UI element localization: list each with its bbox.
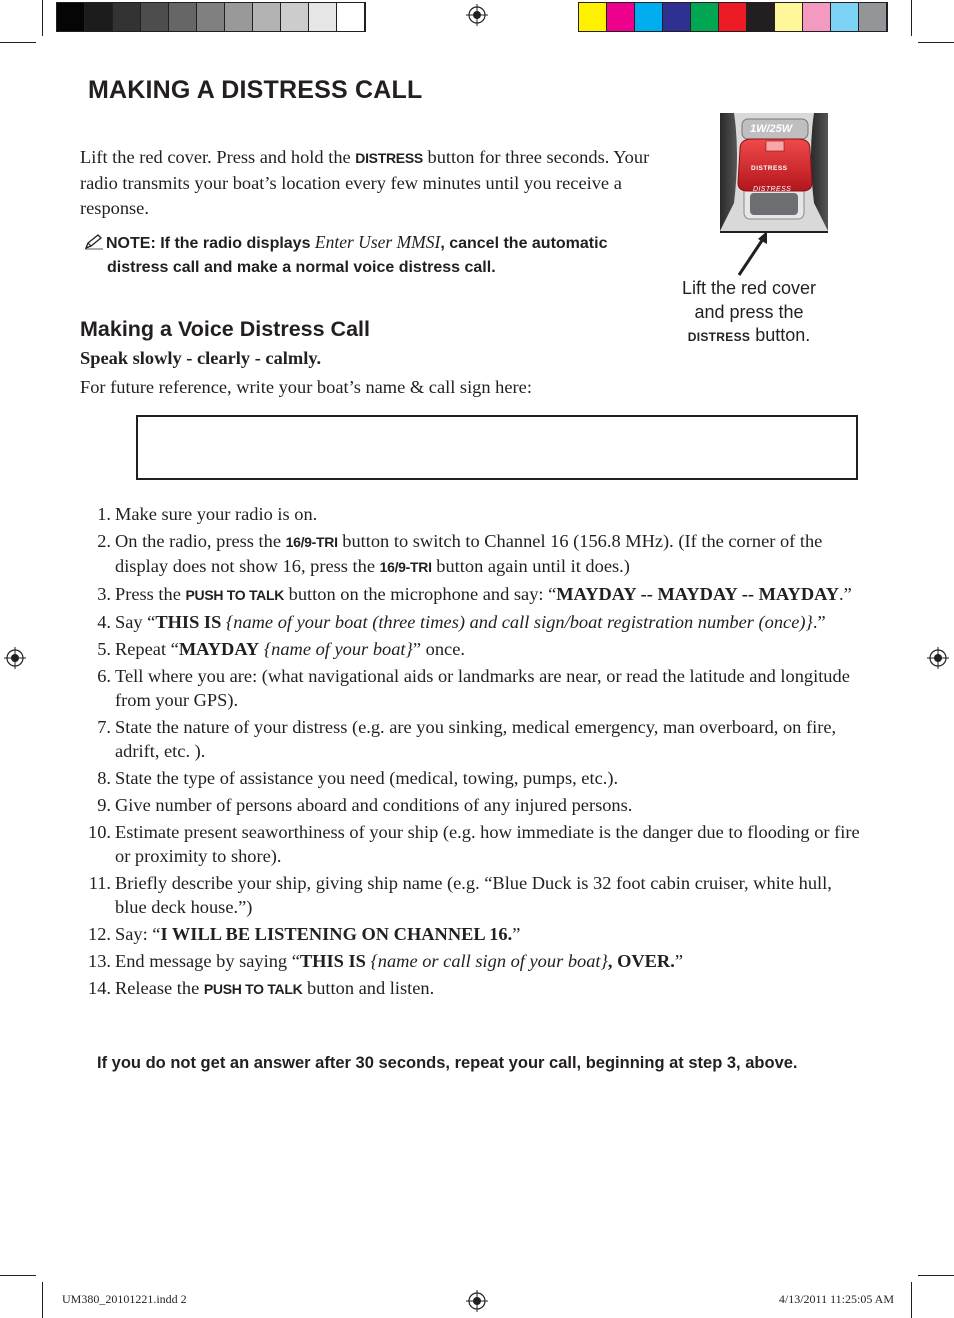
color-swatch [141, 3, 169, 31]
crop-mark [42, 0, 43, 36]
step-text: State the nature of your distress (e.g. are you sinking, medical emergency, man overboard, on fire, adrift, etc. ). [115, 717, 837, 761]
step-number: 4. [97, 612, 111, 632]
crop-mark [0, 42, 36, 43]
radio-distress-photo [720, 113, 828, 233]
crop-mark [918, 1275, 954, 1276]
color-swatch [663, 3, 691, 31]
step-number: 9. [97, 795, 111, 815]
step-number: 8. [97, 768, 111, 788]
step-number: 3. [97, 584, 111, 604]
step-emphasis: MAYDAY -- MAYDAY -- MAYDAY [556, 584, 839, 604]
step-number: 2. [97, 531, 111, 551]
gray-color-bar [56, 2, 366, 32]
step-text: Tell where you are: (what navigational aids or landmarks are near, or read the latitude and longitude from your GPS). [115, 666, 850, 710]
caption-line: button. [750, 325, 811, 345]
figure-caption [668, 277, 830, 350]
crop-mark [918, 42, 954, 43]
boat-name-box[interactable] [136, 415, 858, 480]
step-text: State the type of assistance you need (medical, towing, pumps, etc.). [115, 768, 619, 788]
step-text: button to switch to Channel 16 (156.8 MHz). (If the corner of the display does not show 16, press the [115, 531, 823, 576]
step-text: On the radio, press the [115, 531, 286, 551]
color-swatch [719, 3, 747, 31]
pencil-icon [84, 234, 104, 250]
registration-mark-icon [927, 647, 949, 669]
step-number: 7. [97, 717, 111, 737]
crop-mark [0, 1275, 36, 1276]
color-swatch [775, 3, 803, 31]
step-text: Give number of persons aboard and conditions of any injured persons. [115, 795, 633, 815]
step-text: Estimate present seaworthiness of your ship (e.g. how immediate is the danger due to flooding or fire or proximity to shore). [115, 822, 860, 866]
step-text: Say: “ [115, 924, 161, 944]
step-number: 10. [88, 822, 111, 842]
color-swatch [309, 3, 337, 31]
step-placeholder: {name of your boat (three times) and call sign/boat registration number (once)} [221, 612, 813, 632]
step-number: 6. [97, 666, 111, 686]
note-display-text: Enter User MMSI [314, 232, 441, 252]
color-swatch [281, 3, 309, 31]
registration-mark-icon [466, 4, 488, 26]
button-label: DISTRESS [753, 186, 792, 193]
steps-list [80, 502, 865, 1004]
step-item [80, 793, 865, 817]
page-title: MAKING A DISTRESS CALL [88, 76, 423, 104]
step-text: Briefly describe your ship, giving ship name (e.g. “Blue Duck is 32 foot cabin cruiser, white hull, blue deck house.”) [115, 873, 832, 917]
step-item [80, 976, 865, 1001]
color-swatch [803, 3, 831, 31]
step-text: button again until it does.) [431, 556, 630, 576]
color-swatch [747, 3, 775, 31]
step-text: .” [838, 584, 852, 604]
step-number: 13. [88, 951, 111, 971]
section-subheading: Speak slowly - clearly - calmly. [80, 348, 322, 368]
color-swatch [169, 3, 197, 31]
crop-mark [42, 1282, 43, 1318]
step-item [80, 610, 865, 634]
step-text: .” [812, 612, 826, 632]
slug-filename: UM380_20101221.indd 2 [62, 1292, 187, 1306]
step-number: 1. [97, 504, 111, 524]
color-swatch [831, 3, 859, 31]
reference-text: For future reference, write your boat’s name & call sign here: [80, 377, 532, 397]
button-label: 16/9-TRI [379, 559, 432, 575]
step-text: ” [674, 951, 683, 971]
color-swatch [607, 3, 635, 31]
step-item [80, 715, 865, 763]
step-text: ” once. [412, 639, 465, 659]
note-text: distress call and make a normal voice distress call. [107, 259, 496, 276]
step-item [80, 766, 865, 790]
step-text: Release the [115, 978, 204, 998]
color-swatch [635, 3, 663, 31]
cover-label: DISTRESS [751, 165, 788, 172]
pointer-arrow-icon [734, 230, 774, 278]
button-label: PUSH TO TALK [203, 981, 303, 997]
step-item [80, 949, 865, 973]
step-emphasis: , OVER. [607, 951, 675, 971]
step-number: 14. [88, 978, 111, 998]
color-swatch [337, 3, 365, 31]
step-item [80, 637, 865, 661]
power-label: 1W/25W [750, 123, 793, 135]
registration-mark-icon [4, 647, 26, 669]
step-placeholder: {name of your boat} [259, 639, 413, 659]
distress-button-label: DISTRESS [355, 150, 423, 166]
button-label: PUSH TO TALK [185, 587, 285, 603]
repeat-note: If you do not get an answer after 30 seconds, repeat your call, beginning at step 3, above. [97, 1054, 798, 1072]
step-number: 11. [88, 873, 111, 893]
step-text: button on the microphone and say: “ [284, 584, 557, 604]
crop-mark [911, 0, 912, 36]
step-item [80, 820, 865, 868]
step-emphasis: I WILL BE LISTENING ON CHANNEL 16. [160, 924, 513, 944]
note-label: NOTE: If the radio displays [106, 235, 315, 252]
color-swatch [253, 3, 281, 31]
step-text: button and listen. [302, 978, 435, 998]
slug-date: 4/13/2011 11:25:05 AM [778, 1292, 894, 1306]
step-emphasis: THIS IS [299, 951, 366, 971]
crop-mark [911, 1282, 912, 1318]
caption-line: and press the [694, 301, 804, 322]
section-heading: Making a Voice Distress Call [80, 317, 370, 341]
process-color-bar [578, 2, 888, 32]
step-number: 12. [88, 924, 111, 944]
step-item [80, 582, 865, 607]
step-item [80, 922, 865, 946]
intro-text: Lift the red cover. Press and hold the [80, 147, 356, 167]
color-swatch [225, 3, 253, 31]
step-text: Make sure your radio is on. [115, 504, 318, 524]
color-swatch [113, 3, 141, 31]
step-number: 5. [97, 639, 111, 659]
note-box [84, 230, 664, 280]
color-swatch [197, 3, 225, 31]
intro-text: button for three seconds. Your radio transmits your boat’s location every few minutes until you receive a response. [80, 147, 650, 218]
step-text: Say “ [115, 612, 156, 632]
step-text: ” [512, 924, 521, 944]
registration-mark-icon [466, 1290, 488, 1312]
color-swatch [85, 3, 113, 31]
caption-button-label: DISTRESS [687, 330, 751, 344]
step-item [80, 871, 865, 919]
step-item [80, 664, 865, 712]
step-text: Press the [115, 584, 186, 604]
intro-paragraph [80, 145, 665, 221]
step-item [80, 529, 865, 579]
step-placeholder: {name or call sign of your boat} [365, 951, 608, 971]
color-swatch [859, 3, 887, 31]
color-swatch [579, 3, 607, 31]
step-item [80, 502, 865, 526]
color-swatch [57, 3, 85, 31]
button-label: 16/9-TRI [285, 534, 338, 550]
step-emphasis: MAYDAY [178, 639, 260, 659]
step-text: End message by saying “ [115, 951, 300, 971]
color-swatch [691, 3, 719, 31]
caption-line: Lift the red cover [681, 278, 817, 298]
note-text: , cancel the automatic [440, 235, 608, 252]
step-emphasis: THIS IS [155, 612, 222, 632]
step-text: Repeat “ [115, 639, 179, 659]
